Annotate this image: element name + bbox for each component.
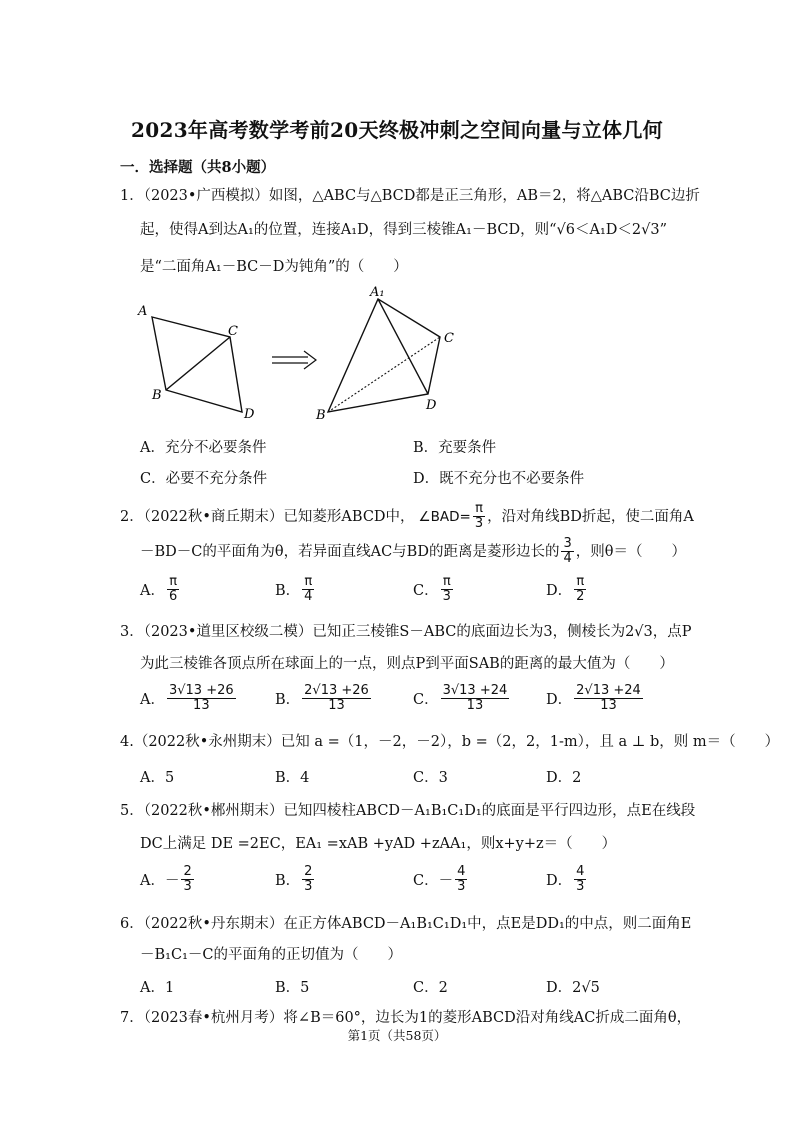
q3-option-b-num: 2√13 +26: [304, 683, 369, 698]
q6-option-d: D．2√5: [546, 980, 600, 996]
q1-figure-tetrahedron: [315, 285, 454, 423]
q6-option-c: C．2: [413, 980, 448, 996]
q2-option-d-num: π: [576, 574, 585, 589]
q1-option-b: B．充要条件: [413, 440, 497, 456]
q5-option-b-label: B．: [275, 873, 301, 889]
q2-option-c-num: π: [442, 574, 451, 589]
q4-option-d: D．2: [546, 770, 582, 786]
q2-option-a-label: A．: [140, 583, 165, 599]
q5-option-a-label: A．: [140, 873, 165, 889]
q1-figure: [130, 282, 480, 427]
page-footer: 第1页（共58页）: [347, 1028, 447, 1043]
q3-option-b: [275, 684, 373, 713]
q2-option-b-num: π: [304, 574, 313, 589]
q1-line2: 起，使得A到达A₁的位置，连接A₁D，得到三棱锥A₁－BCD，则“√6＜A₁D＜2√3”: [140, 222, 667, 238]
q5-line1: 5．（2022秋•郴州期末）已知四棱柱ABCD－A₁B₁C₁D₁的底面是平行四边形，点E在线段: [120, 803, 696, 819]
q1-line3: 是“二面角A₁－BC－D为钝角”的（ ）: [140, 259, 408, 275]
q6-line1: 6．（2022秋•丹东期末）在正方体ABCD－A₁B₁C₁D₁中，点E是DD₁的中点，则二面角E: [120, 916, 692, 932]
document-title: 2023年高考数学考前20天终极冲刺之空间向量与立体几何: [131, 118, 663, 142]
q2-option-a: [140, 575, 181, 604]
q5-option-d-label: D．: [546, 873, 573, 889]
q6-option-a: A．1: [140, 980, 175, 996]
q2-line1: [120, 502, 694, 531]
q5-line2: DC上满足 DE =2EC，EA₁ =xAB +yAD +zAA₁，则x+y+z＝（ ）: [140, 836, 617, 852]
q1-label-B: B: [152, 388, 162, 403]
q4-option-b: B．4: [275, 770, 310, 786]
q3-option-a: [140, 684, 238, 713]
q5-option-a-num: 2: [183, 864, 192, 879]
q2-ratio-fraction: [561, 537, 573, 566]
q2-angle: ∠BAD=: [418, 508, 471, 525]
q3-option-c-label: C．: [413, 692, 439, 708]
q1-option-d: D．既不充分也不必要条件: [413, 471, 585, 487]
q5-option-d-num: 4: [576, 864, 585, 879]
q1-figure-flat: [137, 304, 255, 422]
q1-label-C2: C: [444, 331, 454, 346]
q1-line1: 1．（2023•广西模拟）如图，△ABC与△BCD都是正三角形，AB＝2，将△ABC沿BC边折: [120, 188, 700, 204]
q3-option-c-den: 13: [466, 698, 484, 713]
q2-option-d-label: D．: [546, 583, 573, 599]
q3-option-a-label: A．: [140, 692, 165, 708]
q3-option-b-label: B．: [275, 692, 301, 708]
q5-option-c-num: 4: [457, 864, 466, 879]
q5-option-a-sign: －: [164, 873, 180, 889]
q4-line1: 4.（2022秋•永州期末）已知 a =（1，－2，－2），b =（2，2，1-m），且 a ⊥ b，则 m＝（ ）: [120, 734, 780, 750]
q2-ratio-den: 4: [563, 551, 572, 566]
q2-option-a-num: π: [169, 574, 178, 589]
q3-line2: 为此三棱锥各顶点所在球面上的一点，则点P到平面SAB的距离的最大值为（ ）: [140, 656, 674, 672]
q1-label-A: A: [138, 304, 148, 319]
q5-option-b-num: 2: [304, 864, 313, 879]
q1-label-D: D: [244, 407, 255, 422]
q5-option-a: [140, 865, 196, 894]
q2-angle-num: π: [475, 501, 483, 516]
q3-option-d: [546, 684, 645, 713]
q1-label-D2: D: [426, 398, 437, 413]
q1-label-B2: B: [316, 408, 326, 423]
q7-line1: 7．（2023春•杭州月考）将∠B＝60°，边长为1的菱形ABCD沿对角线AC折成二面角θ，: [120, 1010, 692, 1026]
q5-option-d: [546, 865, 588, 894]
q3-option-d-label: D．: [546, 692, 573, 708]
q2-option-d-den: 2: [576, 589, 585, 604]
q2-option-c-label: C．: [413, 583, 439, 599]
q5-option-a-den: 3: [183, 879, 192, 894]
q2-option-b-den: 4: [304, 589, 313, 604]
q5-option-b: [275, 865, 316, 894]
q2-option-d: [546, 575, 588, 604]
q3-option-c-num: 3√13 +24: [442, 683, 508, 698]
q5-option-c-sign: －: [438, 873, 454, 889]
q2-line2-suffix: ，则θ＝（ ）: [575, 543, 686, 560]
q4-option-a: A．5: [140, 770, 175, 786]
q2-line1-prefix: 2．（2022秋•商丘期末）已知菱形ABCD中，: [120, 508, 415, 525]
q2-option-b-label: B．: [275, 583, 301, 599]
q3-option-a-num: 3√13 +26: [168, 683, 234, 698]
q1-option-a: A．充分不必要条件: [140, 440, 267, 456]
q5-option-b-den: 3: [304, 879, 313, 894]
q2-line1-suffix: ，沿对角线BD折起，使二面角A: [487, 508, 694, 525]
q4-option-c: C．3: [413, 770, 448, 786]
q3-option-d-den: 13: [600, 698, 617, 713]
q2-ratio-num: 3: [563, 536, 572, 551]
section-heading: 一．选择题（共8小题）: [120, 159, 276, 176]
q3-option-c: [413, 684, 511, 713]
q2-option-a-den: 6: [168, 589, 178, 604]
q2-angle-den: 3: [474, 516, 484, 531]
q5-option-c-label: C．: [413, 873, 439, 889]
q2-option-c: [413, 575, 455, 604]
q2-line2-prefix: －BD－C的平面角为θ，若异面直线AC与BD的距离是菱形边长的: [140, 543, 560, 560]
q2-option-b: [275, 575, 316, 604]
q5-option-c-den: 3: [457, 879, 466, 894]
q5-option-d-den: 3: [576, 879, 585, 894]
double-arrow-icon: [272, 351, 316, 369]
q2-option-c-den: 3: [442, 589, 451, 604]
q3-option-a-den: 13: [193, 698, 210, 713]
q2-angle-fraction: [473, 502, 485, 531]
q3-line1: 3．（2023•道里区校级二模）已知正三棱锥S－ABC的底面边长为3，侧棱长为2√3，点P: [120, 624, 692, 640]
q6-option-b: B．5: [275, 980, 310, 996]
q6-line2: －B₁C₁－C的平面角的正切值为（ ）: [140, 947, 402, 963]
q3-option-b-den: 13: [328, 698, 345, 713]
q3-option-d-num: 2√13 +24: [576, 683, 641, 698]
q1-option-c: C．必要不充分条件: [140, 471, 268, 487]
q2-line2: [140, 537, 686, 566]
q5-option-c: [413, 865, 469, 894]
q1-label-C: C: [228, 324, 238, 339]
q1-label-A1: A₁: [370, 285, 385, 300]
